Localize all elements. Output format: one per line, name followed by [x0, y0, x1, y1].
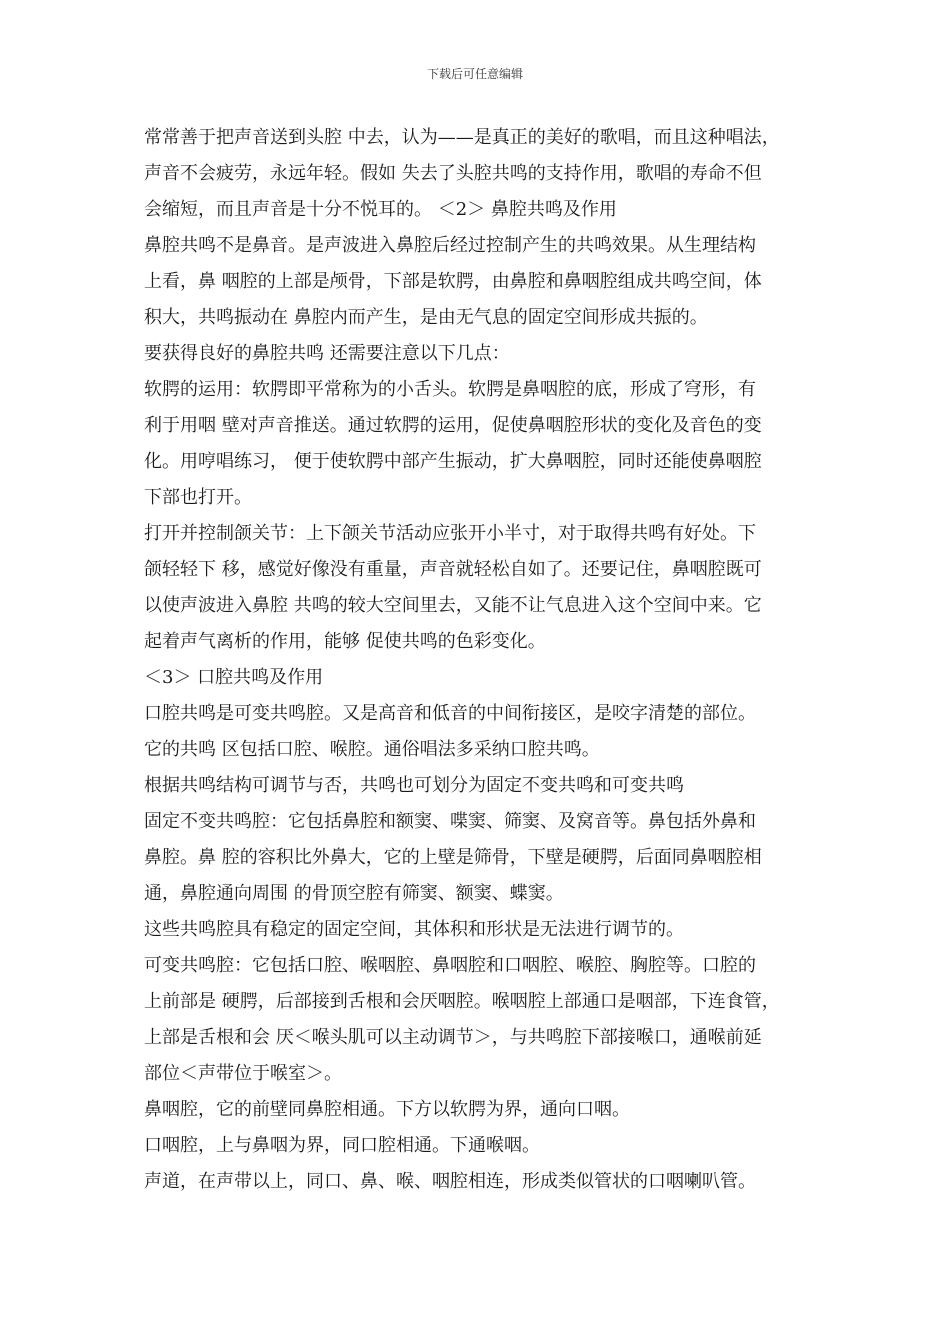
text-line: 颌轻轻下 移，感觉好像没有重量，声音就轻松自如了。还要记住，鼻咽腔既可: [144, 559, 762, 580]
text-line: 上部是舌根和会 厌＜喉头肌可以主动调节＞，与共鸣腔下部接喉口，通喉前延: [144, 1027, 762, 1048]
text-line: 常常善于把声音送到头腔 中去，认为——是真正的美好的歌唱，而且这种唱法，: [144, 127, 780, 148]
text-line: 部位＜声带位于喉室＞。: [144, 1063, 342, 1084]
text-line: 下部也打开。: [144, 487, 252, 508]
text-line: 鼻腔共鸣不是鼻音。是声波进入鼻腔后经过控制产生的共鸣效果。从生理结构: [144, 235, 756, 256]
text-line: 上前部是 硬腭，后部接到舌根和会厌咽腔。喉咽腔上部通口是咽部，下连食管，: [144, 991, 780, 1012]
text-line: 以使声波进入鼻腔 共鸣的较大空间里去，又能不让气息进入这个空间中来。它: [144, 595, 762, 616]
document-body: [144, 120, 814, 1200]
text-line: 化。用哼唱练习， 便于使软腭中部产生振动，扩大鼻咽腔，同时还能使鼻咽腔: [144, 451, 762, 472]
text-line: 声道，在声带以上，同口、鼻、喉、咽腔相连，形成类似管状的口咽喇叭管。: [144, 1171, 756, 1192]
text-line: 要获得良好的鼻腔共鸣 还需要注意以下几点：: [144, 343, 510, 364]
text-line: 软腭的运用：软腭即平常称为的小舌头。软腭是鼻咽腔的底，形成了穹形，有: [144, 379, 756, 400]
section-heading: ＜3＞ 口腔共鸣及作用: [144, 667, 324, 688]
text-line: 声音不会疲劳，永远年轻。假如 失去了头腔共鸣的支持作用，歌唱的寿命不但: [144, 163, 762, 184]
text-line: 鼻腔。鼻 腔的容积比外鼻大，它的上壁是筛骨，下壁是硬腭，后面同鼻咽腔相: [144, 847, 762, 868]
text-line: 打开并控制颌关节：上下颌关节活动应张开小半寸，对于取得共鸣有好处。下: [144, 523, 756, 544]
text-line: 鼻咽腔，它的前壁同鼻腔相通。下方以软腭为界，通向口咽。: [144, 1099, 630, 1120]
text-line: 口腔共鸣是可变共鸣腔。又是高音和低音的中间衔接区，是咬字清楚的部位。: [144, 703, 756, 724]
text-line: 会缩短，而且声音是十分不悦耳的。 ＜2＞ 鼻腔共鸣及作用: [144, 199, 617, 220]
text-line: 上看，鼻 咽腔的上部是颅骨，下部是软腭，由鼻腔和鼻咽腔组成共鸣空间，体: [144, 271, 762, 292]
text-line: 起着声气离析的作用，能够 促使共鸣的色彩变化。: [144, 631, 546, 652]
text-line: 口咽腔，上与鼻咽为界，同口腔相通。下通喉咽。: [144, 1135, 540, 1156]
text-line: 积大，共鸣振动在 鼻腔内而产生，是由无气息的固定空间形成共振的。: [144, 307, 708, 328]
text-line: 可变共鸣腔：它包括口腔、喉咽腔、鼻咽腔和口咽腔、喉腔、胸腔等。口腔的: [144, 955, 756, 976]
page-header-note: 下载后可任意编辑: [426, 67, 523, 81]
text-line: 利于用咽 壁对声音推送。通过软腭的运用，促使鼻咽腔形状的变化及音色的变: [144, 415, 762, 436]
text-line: 这些共鸣腔具有稳定的固定空间，其体积和形状是无法进行调节的。: [144, 919, 684, 940]
text-line: 根据共鸣结构可调节与否，共鸣也可划分为固定不变共鸣和可变共鸣: [144, 775, 684, 796]
text-line: 通，鼻腔通向周围 的骨顶空腔有筛窦、额窦、蝶窦。: [144, 883, 564, 904]
text-line: 固定不变共鸣腔：它包括鼻腔和额窦、喋窦、筛窦、及窝音等。鼻包括外鼻和: [144, 811, 756, 832]
text-line: 它的共鸣 区包括口腔、喉腔。通俗唱法多采纳口腔共鸣。: [144, 739, 600, 760]
